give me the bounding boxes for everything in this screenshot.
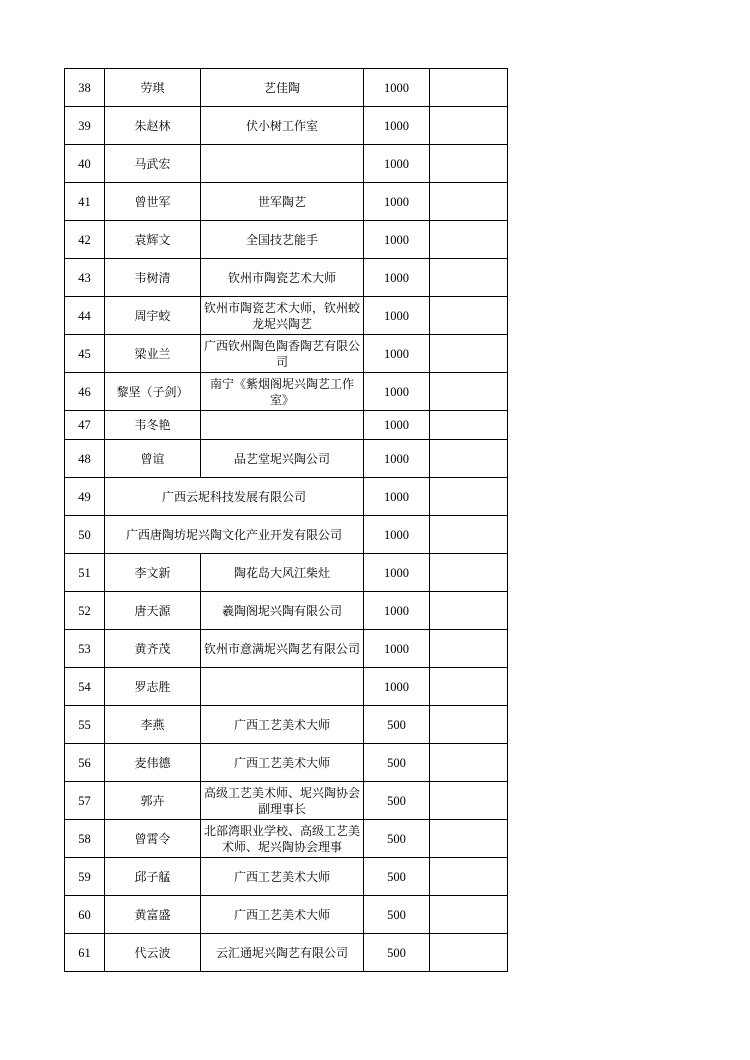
amount-cell: 500	[364, 820, 430, 858]
remark-cell	[430, 554, 508, 592]
name-cell: 黎坚（子剑）	[105, 373, 201, 411]
organization-cell: 高级工艺美术师、坭兴陶协会副理事长	[201, 782, 364, 820]
organization-cell: 广西工艺美术大师	[201, 896, 364, 934]
name-cell: 朱赵林	[105, 107, 201, 145]
organization-cell: 钦州市陶瓷艺术大师，钦州蛟龙坭兴陶艺	[201, 297, 364, 335]
table-row	[65, 69, 508, 107]
amount-cell: 1000	[364, 554, 430, 592]
organization-cell: 广西工艺美术大师	[201, 706, 364, 744]
organization-cell: 南宁《紫烟阁坭兴陶艺工作室》	[201, 373, 364, 411]
amount-cell: 1000	[364, 183, 430, 221]
row-number: 44	[65, 297, 105, 335]
remark-cell	[430, 145, 508, 183]
name-cell: 李燕	[105, 706, 201, 744]
name-cell: 韦冬艳	[105, 411, 201, 440]
remark-cell	[430, 820, 508, 858]
remark-cell	[430, 782, 508, 820]
organization-cell	[201, 411, 364, 440]
row-number: 41	[65, 183, 105, 221]
name-cell: 邱子艋	[105, 858, 201, 896]
remark-cell	[430, 858, 508, 896]
row-number: 61	[65, 934, 105, 972]
table-row	[65, 221, 508, 259]
row-number: 39	[65, 107, 105, 145]
remark-cell	[430, 630, 508, 668]
remark-cell	[430, 440, 508, 478]
amount-cell: 1000	[364, 69, 430, 107]
table-row	[65, 516, 508, 554]
name-cell: 麦伟德	[105, 744, 201, 782]
amount-cell: 1000	[364, 592, 430, 630]
table-row	[65, 782, 508, 820]
remark-cell	[430, 592, 508, 630]
row-number: 47	[65, 411, 105, 440]
remark-cell	[430, 411, 508, 440]
table-row	[65, 107, 508, 145]
amount-cell: 1000	[364, 478, 430, 516]
remark-cell	[430, 373, 508, 411]
organization-cell	[201, 145, 364, 183]
name-cell: 曾霄令	[105, 820, 201, 858]
amount-cell: 1000	[364, 297, 430, 335]
amount-cell: 1000	[364, 335, 430, 373]
organization-cell: 陶花岛大风江柴灶	[201, 554, 364, 592]
remark-cell	[430, 668, 508, 706]
remark-cell	[430, 183, 508, 221]
merged-name-cell: 广西云坭科技发展有限公司	[105, 478, 364, 516]
organization-cell: 广西工艺美术大师	[201, 744, 364, 782]
name-cell: 劳琪	[105, 69, 201, 107]
amount-cell: 1000	[364, 411, 430, 440]
amount-cell: 1000	[364, 145, 430, 183]
remark-cell	[430, 934, 508, 972]
merged-name-cell: 广西唐陶坊坭兴陶文化产业开发有限公司	[105, 516, 364, 554]
organization-cell: 钦州市陶瓷艺术大师	[201, 259, 364, 297]
remark-cell	[430, 259, 508, 297]
organization-cell: 钦州市意满坭兴陶艺有限公司	[201, 630, 364, 668]
organization-cell	[201, 668, 364, 706]
amount-cell: 500	[364, 744, 430, 782]
row-number: 55	[65, 706, 105, 744]
name-cell: 韦树清	[105, 259, 201, 297]
name-cell: 曾谊	[105, 440, 201, 478]
amount-cell: 500	[364, 896, 430, 934]
remark-cell	[430, 107, 508, 145]
row-number: 60	[65, 896, 105, 934]
row-number: 53	[65, 630, 105, 668]
row-number: 56	[65, 744, 105, 782]
amount-cell: 1000	[364, 107, 430, 145]
table-row	[65, 668, 508, 706]
organization-cell: 品艺堂坭兴陶公司	[201, 440, 364, 478]
organization-cell: 广西钦州陶色陶香陶艺有限公司	[201, 335, 364, 373]
table-row	[65, 592, 508, 630]
table-row	[65, 259, 508, 297]
organization-cell: 羲陶阁坭兴陶有限公司	[201, 592, 364, 630]
remark-cell	[430, 69, 508, 107]
row-number: 42	[65, 221, 105, 259]
amount-cell: 1000	[364, 221, 430, 259]
row-number: 58	[65, 820, 105, 858]
amount-cell: 1000	[364, 259, 430, 297]
table-row	[65, 145, 508, 183]
remark-cell	[430, 221, 508, 259]
name-cell: 郭卉	[105, 782, 201, 820]
organization-cell: 广西工艺美术大师	[201, 858, 364, 896]
remark-cell	[430, 516, 508, 554]
table-row	[65, 706, 508, 744]
amount-cell: 1000	[364, 373, 430, 411]
name-cell: 周宇蛟	[105, 297, 201, 335]
organization-cell: 全国技艺能手	[201, 221, 364, 259]
name-cell: 罗志胜	[105, 668, 201, 706]
name-cell: 梁业兰	[105, 335, 201, 373]
row-number: 51	[65, 554, 105, 592]
organization-cell: 伏小树工作室	[201, 107, 364, 145]
row-number: 40	[65, 145, 105, 183]
amount-cell: 500	[364, 782, 430, 820]
table-row	[65, 183, 508, 221]
amount-cell: 1000	[364, 630, 430, 668]
name-cell: 曾世军	[105, 183, 201, 221]
row-number: 48	[65, 440, 105, 478]
organization-cell: 云汇通坭兴陶艺有限公司	[201, 934, 364, 972]
amount-cell: 1000	[364, 668, 430, 706]
table-row	[65, 478, 508, 516]
remark-cell	[430, 297, 508, 335]
table-row	[65, 820, 508, 858]
remark-cell	[430, 896, 508, 934]
amount-cell: 1000	[364, 440, 430, 478]
amount-cell: 1000	[364, 516, 430, 554]
amount-cell: 500	[364, 706, 430, 744]
name-cell: 唐天源	[105, 592, 201, 630]
name-cell: 马武宏	[105, 145, 201, 183]
row-number: 45	[65, 335, 105, 373]
name-cell: 李文新	[105, 554, 201, 592]
table-row	[65, 440, 508, 478]
row-number: 46	[65, 373, 105, 411]
name-cell: 袁辉文	[105, 221, 201, 259]
table-row	[65, 297, 508, 335]
row-number: 59	[65, 858, 105, 896]
table-row	[65, 554, 508, 592]
organization-cell: 北部湾职业学校、高级工艺美术师、坭兴陶协会理事	[201, 820, 364, 858]
row-number: 50	[65, 516, 105, 554]
table-row	[65, 411, 508, 440]
row-number: 57	[65, 782, 105, 820]
table-row	[65, 335, 508, 373]
table-row	[65, 934, 508, 972]
table-row	[65, 630, 508, 668]
table-row	[65, 896, 508, 934]
organization-cell: 世军陶艺	[201, 183, 364, 221]
organization-cell: 艺佳陶	[201, 69, 364, 107]
amount-cell: 500	[364, 858, 430, 896]
row-number: 43	[65, 259, 105, 297]
name-cell: 黄齐茂	[105, 630, 201, 668]
remark-cell	[430, 744, 508, 782]
remark-cell	[430, 478, 508, 516]
row-number: 38	[65, 69, 105, 107]
table-row	[65, 373, 508, 411]
table-body	[65, 69, 508, 972]
table-row	[65, 744, 508, 782]
table-row	[65, 858, 508, 896]
amount-cell: 500	[364, 934, 430, 972]
donation-table	[64, 68, 508, 972]
name-cell: 代云波	[105, 934, 201, 972]
row-number: 52	[65, 592, 105, 630]
remark-cell	[430, 706, 508, 744]
remark-cell	[430, 335, 508, 373]
name-cell: 黄富盛	[105, 896, 201, 934]
row-number: 49	[65, 478, 105, 516]
row-number: 54	[65, 668, 105, 706]
